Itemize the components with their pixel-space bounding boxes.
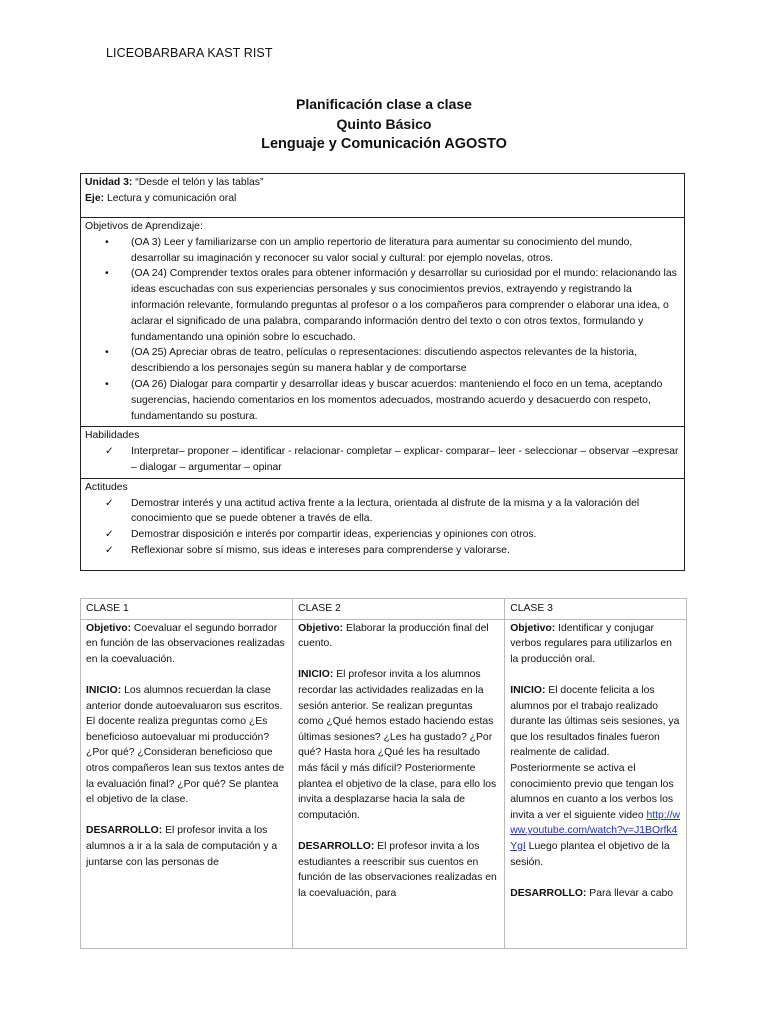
desarrollo-text: El profesor invita a los alumnos a ir a la sala de computación y a juntarse con las personas de — [86, 825, 278, 868]
clase-3-inicio — [510, 683, 681, 870]
objetivo-text: Elaborar la producción final del cuento. — [298, 622, 489, 650]
desarrollo-label: DESARROLLO: — [510, 887, 587, 899]
actitud-text: Demostrar disposición e interés por compartir ideas, experiencias y opiniones con otros. — [131, 529, 537, 541]
list-item — [105, 543, 680, 559]
objetivos-list — [85, 235, 680, 425]
bullet-icon: • — [105, 347, 109, 359]
desarrollo-label: DESARROLLO: — [298, 840, 375, 852]
objetivos-section — [81, 218, 684, 427]
clase-2-cell — [293, 619, 505, 948]
list-item — [105, 527, 680, 543]
list-item — [105, 444, 680, 476]
clase-1-desarrollo — [86, 823, 287, 870]
checkmark-icon: ✓ — [105, 497, 114, 509]
actitudes-list — [85, 496, 680, 559]
unidad-label: Unidad 3: — [85, 177, 133, 188]
title-line-1: Planificación clase a clase — [296, 96, 472, 112]
actitud-text: Demostrar interés y una actitud activa frente a la lectura, orientada al disfrute de la misma y a la valoración del conocimiento que se puede obtener a través de ella. — [131, 497, 640, 525]
list-item — [105, 235, 680, 267]
inicio-label: INICIO: — [298, 669, 334, 681]
document-title — [0, 94, 768, 154]
inicio-label: INICIO: — [86, 684, 122, 696]
list-item — [105, 377, 680, 424]
inicio-label: INICIO: — [510, 684, 546, 696]
unidad-line — [85, 175, 680, 191]
inicio-text: Los alumnos recuerdan la clase anterior donde autoevaluaron sus escritos. El docente realiza preguntas como ¿Es beneficioso autoevaluar mi producción? ¿Por qué? ¿Consideran beneficioso que otros compañeros lean sus textos antes de la evaluación final? ¿Por qué? Se plantea el objetivo de la clase. — [86, 684, 285, 806]
objetivo-text: (OA 24) Comprender textos orales para obtener información y desarrollar su curiosidad por el mundo: relacionando las ideas escuchadas con sus experiencias personales y sus conocimientos previos, extrayendo y registrando la información relevante, formulando preguntas al profesor o a los compañeros para comprender o elaborar una idea, o aclarar el significado de una palabra, comparando información dentro del texto o con otros textos, formulando y fundamentando una opinión sobre lo escuchado. — [131, 268, 677, 343]
eje-value: Lectura y comunicación oral — [104, 192, 237, 204]
objetivo-text: Identificar y conjugar verbos regulares para utilizarlos en la producción oral. — [510, 622, 672, 665]
objetivo-text: (OA 3) Leer y familiarizarse con un amplio repertorio de literatura para aumentar su conocimiento del mundo, desarrollar su imaginación y reconocer su valor social y cultural: por ejemplo novelas, otros. — [131, 236, 633, 264]
objetivo-label: Objetivo: — [298, 622, 344, 634]
clase-3-cell — [505, 619, 687, 948]
list-item — [105, 266, 680, 345]
actitudes-heading: Actitudes — [85, 481, 128, 493]
objetivo-text: Coevaluar el segundo borrador en función de las observaciones realizadas en la coevaluación. — [86, 622, 285, 665]
table-row — [81, 619, 687, 948]
bullet-icon: • — [105, 268, 109, 280]
checkmark-icon: ✓ — [105, 529, 114, 541]
objetivo-text: (OA 25) Apreciar obras de teatro, películas o representaciones: discutiendo aspectos relevantes de la historia, describiendo a los personajes según su manera hablar y de comportarse — [131, 347, 637, 375]
actitud-text: Reflexionar sobre sí mismo, sus ideas e intereses para comprenderse y valorarse. — [131, 544, 510, 556]
desarrollo-label: DESARROLLO: — [86, 825, 163, 837]
clase-2-objetivo — [298, 621, 499, 652]
desarrollo-text: Para llevar a cabo — [586, 887, 674, 899]
unidad-value: “Desde el telón y las tablas” — [132, 177, 264, 188]
eje-line — [85, 191, 680, 207]
table-header-row — [81, 599, 687, 620]
checkmark-icon: ✓ — [105, 446, 114, 458]
clase-1-header: CLASE 1 — [81, 599, 293, 620]
habilidad-text: Interpretar– proponer – identificar - relacionar- completar – explicar- comparar– leer - seleccionar – observar –expresar – dialogar – argumentar – opinar — [131, 446, 679, 473]
clase-1-objetivo — [86, 621, 287, 668]
eje-label: Eje: — [85, 192, 105, 204]
inicio-text: El profesor invita a los alumnos recordar las actividades realizadas en la sesión anterior. Se realizan preguntas como ¿Qué hemos estado haciendo estas últimas sesiones? ¿Les ha gustado? ¿Por qué? Hasta hora ¿Qué les ha resultado más fácil y más difícil? Posteriormente plantea el objetivo de la clase, para ello los invita a desplazarse hacia la sala de computación. — [298, 669, 497, 821]
objetivo-text: (OA 26) Dialogar para compartir y desarrollar ideas y buscar acuerdos: manteniendo el foco en un tema, aceptando sugerencias, haciendo comentarios en los momentos adecuados, mostrando acuerdo y desacuerdo con respeto, fundamentando su postura. — [131, 378, 663, 422]
clase-2-header: CLASE 2 — [293, 599, 505, 620]
bullet-icon: • — [105, 378, 109, 390]
checkmark-icon: ✓ — [105, 544, 114, 556]
objetivo-label: Objetivo: — [86, 622, 132, 634]
classes-table — [80, 598, 687, 949]
habilidades-list — [85, 444, 680, 476]
objetivos-heading: Objetivos de Aprendizaje: — [85, 221, 203, 232]
habilidades-section — [81, 427, 684, 478]
list-item — [105, 345, 680, 377]
clase-2-desarrollo — [298, 839, 499, 901]
title-line-3: Lenguaje y Comunicación AGOSTO — [261, 136, 507, 152]
inicio-text: El docente felicita a los alumnos por el trabajo realizado durante las últimas seis sesiones, ya que los resultados finales fueron realmente de calidad. Posteriormente se activa el conocimiento previo que tengan los alumnos en cuanto a los verbos los invita a ver el siguiente video — [510, 684, 680, 821]
habilidades-heading: Habilidades — [85, 430, 140, 442]
inicio-text-after-link: Luego plantea el objetivo de la sesión. — [510, 840, 670, 868]
title-line-2: Quinto Básico — [336, 116, 432, 132]
clase-1-inicio — [86, 683, 287, 808]
clase-3-desarrollo — [510, 886, 681, 902]
clase-3-header: CLASE 3 — [505, 599, 687, 620]
school-name: LICEOBARBARA KAST RIST — [106, 46, 273, 60]
clase-3-objetivo — [510, 621, 681, 668]
curriculum-table — [80, 173, 685, 571]
actitudes-section — [81, 479, 684, 570]
list-item — [105, 496, 680, 528]
bullet-icon: • — [105, 236, 109, 248]
unidad-section — [81, 174, 684, 218]
desarrollo-text: El profesor invita a los estudiantes a reescribir sus cuentos en función de las observaciones realizadas en la coevaluación, para — [298, 840, 497, 899]
objetivo-label: Objetivo: — [510, 622, 556, 634]
clase-2-inicio — [298, 667, 499, 823]
video-link[interactable]: http://www.youtube.com/watch?v=J1BOrfk4YgI — [510, 809, 680, 852]
clase-1-cell — [81, 619, 293, 948]
